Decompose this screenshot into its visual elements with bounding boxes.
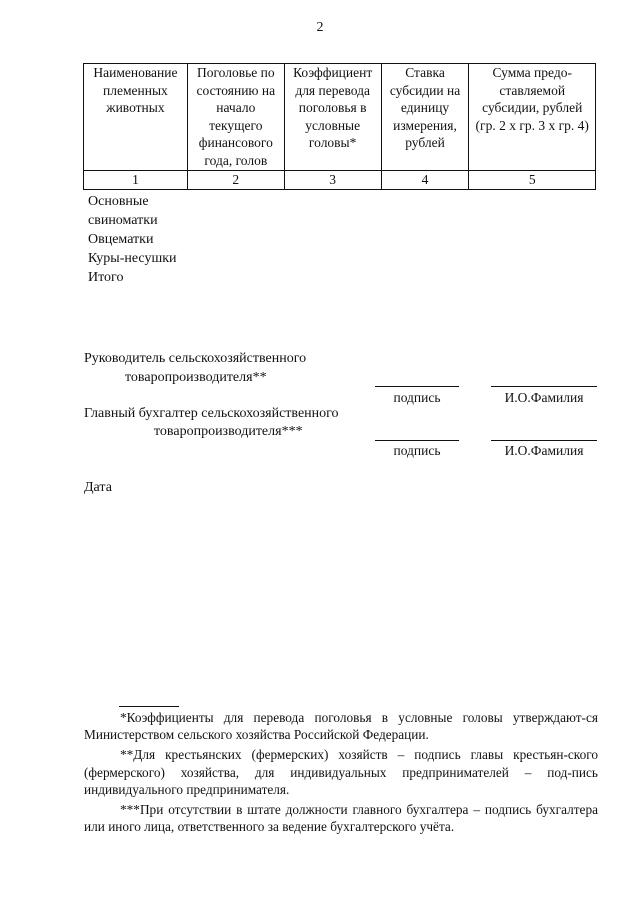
head-signature-line [375,386,459,387]
page-number: 2 [316,20,324,35]
head-title-line1: Руководитель сельскохозяйственного [84,351,307,366]
row-label: Овцематки [88,232,154,247]
footnotes [84,709,598,838]
accountant-title-line1: Главный бухгалтер сельскохозяйственного [84,406,339,421]
table-header-row [84,64,596,171]
header-subsidy-amount: Сумма предо-ставляемой субсидии, рублей (гр. 2 х гр. 3 х гр. 4) [469,64,596,171]
head-signature-caption: подпись [393,390,441,405]
header-herd-count: Поголовье по состоянию на начало текущего финансового года, голов [187,64,284,171]
row-label: Куры-несушки [88,251,177,266]
row-label: Основные [88,194,149,209]
header-conversion-coefficient: Коэффициент для перевода поголовья в условные головы* [284,64,381,171]
column-number: 4 [381,171,469,190]
column-number: 5 [469,171,596,190]
footnote-farm-head: **Для крестьянских (фермерских) хозяйств – подпись главы крестьян-ского (фермерского) хозяйства, для индивидуальных предпринимателей – под-пись индивидуального предпринимателя. [84,747,598,797]
head-title-line2: товаропроизводителя** [125,370,267,385]
column-number: 3 [284,171,381,190]
footnote-separator [119,706,179,707]
row-label: свиноматки [88,213,158,228]
accountant-signature-caption: подпись [393,443,441,458]
footnote-coefficient: *Коэффициенты для перевода поголовья в условные головы утверждают-ся Министерством сельского хозяйства Российской Федерации. [84,710,598,743]
header-animal-name: Наименование племенных животных [84,64,188,171]
head-name-caption: И.О.Фамилия [504,390,584,405]
subsidy-table [83,63,596,190]
accountant-signature-line [375,440,459,441]
header-subsidy-rate: Ставка субсидии на единицу измерения, рублей [381,64,469,171]
row-total-label: Итого [88,270,124,285]
column-number: 1 [84,171,188,190]
column-number: 2 [187,171,284,190]
animal-rows [88,192,177,287]
accountant-name-caption: И.О.Фамилия [504,443,584,458]
accountant-title-line2: товаропроизводителя*** [154,424,303,439]
accountant-name-line [491,440,597,441]
column-number-row [84,171,596,190]
head-name-line [491,386,597,387]
footnote-accountant: ***При отсутствии в штате должности главного бухгалтера – подпись бухгалтера или иного лица, ответственного за ведение бухгалтерского учёта. [84,802,598,835]
date-label: Дата [84,480,112,495]
